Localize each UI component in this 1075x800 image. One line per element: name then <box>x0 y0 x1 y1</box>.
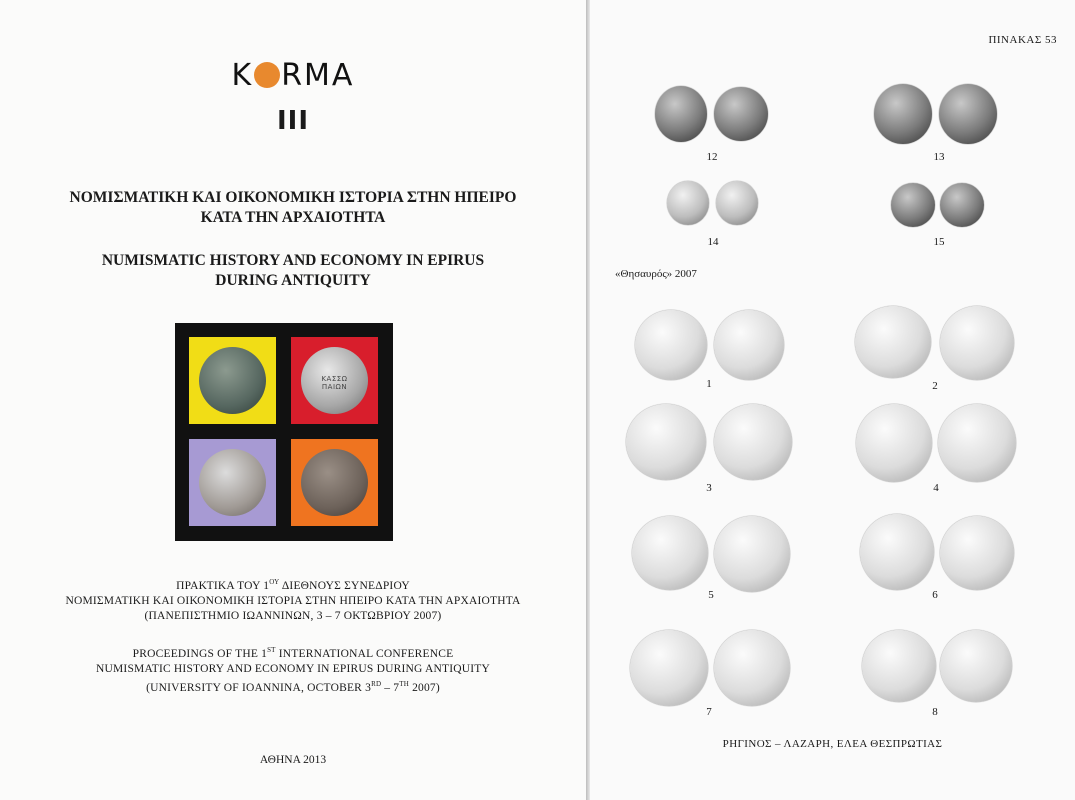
coin-number-13: 13 <box>933 151 945 163</box>
right-page-plate <box>590 0 1075 800</box>
logo-letters-rest: RMA <box>281 58 355 93</box>
publication-place-year: ΑΘΗΝΑ 2013 <box>259 754 327 766</box>
coin-number-12: 12 <box>706 151 718 163</box>
proceedings-english-line-1: PROCEEDINGS OF THE 1ST INTERNATIONAL CONFERENCE <box>132 646 454 660</box>
coin-thunderbolt-icon <box>199 347 266 414</box>
proceedings-greek-line-3: (ΠΑΝΕΠΙΣΤΗΜΙΟ ΙΩΑΝΝΙΝΩΝ, 3 – 7 ΟΚΤΩΒΡΙΟΥ 2007) <box>144 609 442 622</box>
coin-8-reverse-icon <box>940 630 1012 702</box>
coin-1-reverse-icon <box>714 310 784 380</box>
coin-5-reverse-icon <box>714 516 790 592</box>
coin-number-7: 7 <box>706 706 712 718</box>
coin-12-obverse-icon <box>655 86 707 142</box>
title-english-line-1: NUMISMATIC HISTORY AND ECONOMY IN EPIRUS <box>101 252 485 269</box>
coin-2-obverse-icon <box>855 306 931 378</box>
coin-inscription-line-2: ΠΑΙΩΝ <box>321 383 348 391</box>
title-english-line-2: DURING ANTIQUITY <box>215 272 371 289</box>
proceedings-english-line-3: (UNIVERSITY OF IOANNINA, OCTOBER 3RD – 7TH 2007) <box>146 679 440 694</box>
coin-4-reverse-icon <box>938 404 1016 482</box>
coin-figure-icon <box>199 449 266 516</box>
coin-5-obverse-icon <box>632 516 708 590</box>
cover-square-orange <box>291 439 378 526</box>
coin-6-obverse-icon <box>860 514 934 590</box>
coin-3-obverse-icon <box>626 404 706 480</box>
title-english <box>0 251 586 291</box>
coin-number-1: 1 <box>706 378 712 390</box>
plate-header: ΠΙΝΑΚΑΣ 53 <box>988 34 1057 46</box>
coin-number-4: 4 <box>933 482 939 494</box>
coin-6-reverse-icon <box>940 516 1014 590</box>
coin-number-5: 5 <box>708 589 714 601</box>
proceedings-english-line-2: NUMISMATIC HISTORY AND ECONOMY IN EPIRUS DURING ANTIQUITY <box>96 662 490 675</box>
coin-number-15: 15 <box>933 236 945 248</box>
coin-13-reverse-icon <box>939 84 997 144</box>
coin-12-reverse-icon <box>714 87 768 141</box>
title-greek-line-1: ΝΟΜΙΣΜΑΤΙΚΗ ΚΑΙ ΟΙΚΟΝΟΜΙΚΗ ΙΣΤΟΡΙΑ ΣΤΗΝ ΗΠΕΙΡΟ <box>69 189 517 206</box>
coin-15-obverse-icon <box>891 183 935 227</box>
coin-4-obverse-icon <box>856 404 932 482</box>
coin-7-obverse-icon <box>630 630 708 706</box>
title-greek <box>0 188 586 228</box>
cover-square-yellow <box>189 337 276 424</box>
title-greek-line-2: ΚΑΤΑ ΤΗΝ ΑΡΧΑΙΟΤΗΤΑ <box>200 209 386 226</box>
coin-1-obverse-icon <box>635 310 707 380</box>
coin-head-icon <box>301 449 368 516</box>
coin-14-obverse-icon <box>667 181 709 225</box>
coin-13-obverse-icon <box>874 84 932 144</box>
coin-number-3: 3 <box>706 482 712 494</box>
coin-number-8: 8 <box>932 706 938 718</box>
cover-square-red <box>291 337 378 424</box>
coin-15-reverse-icon <box>940 183 984 227</box>
coin-3-reverse-icon <box>714 404 792 480</box>
plate-footer-caption: ΡΗΓΙΝΟΣ – ΛΑΖΑΡΗ, ΕΛΕΑ ΘΕΣΠΡΩΤΙΑΣ <box>722 738 943 750</box>
proceedings-english <box>0 643 586 696</box>
proceedings-greek-line-1: ΠΡΑΚΤΙΚΑ ΤΟΥ $1^{O\Upsilon}$ ΔΙΕΘΝΟΥΣ ΣΥΝΕΔΡΙΟΥ <box>176 578 410 592</box>
logo-orange-circle-icon <box>254 62 280 88</box>
coin-2-reverse-icon <box>940 306 1014 380</box>
proceedings-greek <box>0 575 586 624</box>
volume-number: III <box>276 106 310 136</box>
coin-inscription-icon <box>301 347 368 414</box>
coin-14-reverse-icon <box>716 181 758 225</box>
korma-logo <box>0 58 586 93</box>
logo-letter-k: K <box>231 58 254 93</box>
coin-7-reverse-icon <box>714 630 790 706</box>
hoard-section-label: «Θησαυρός» 2007 <box>615 268 697 280</box>
cover-square-lavender <box>189 439 276 526</box>
coin-8-obverse-icon <box>862 630 936 702</box>
proceedings-greek-line-2: ΝΟΜΙΣΜΑΤΙΚΗ ΚΑΙ ΟΙΚΟΝΟΜΙΚΗ ΙΣΤΟΡΙΑ ΣΤΗΝ ΗΠΕΙΡΟ ΚΑΤΑ ΤΗΝ ΑΡΧΑΙΟΤΗΤΑ <box>65 594 521 607</box>
coin-inscription-line-1: ΚΑΣΣΩ <box>321 375 348 383</box>
coin-number-2: 2 <box>932 380 938 392</box>
cover-image-coin-grid <box>175 323 393 541</box>
coin-number-6: 6 <box>932 589 938 601</box>
coin-number-14: 14 <box>707 236 719 248</box>
